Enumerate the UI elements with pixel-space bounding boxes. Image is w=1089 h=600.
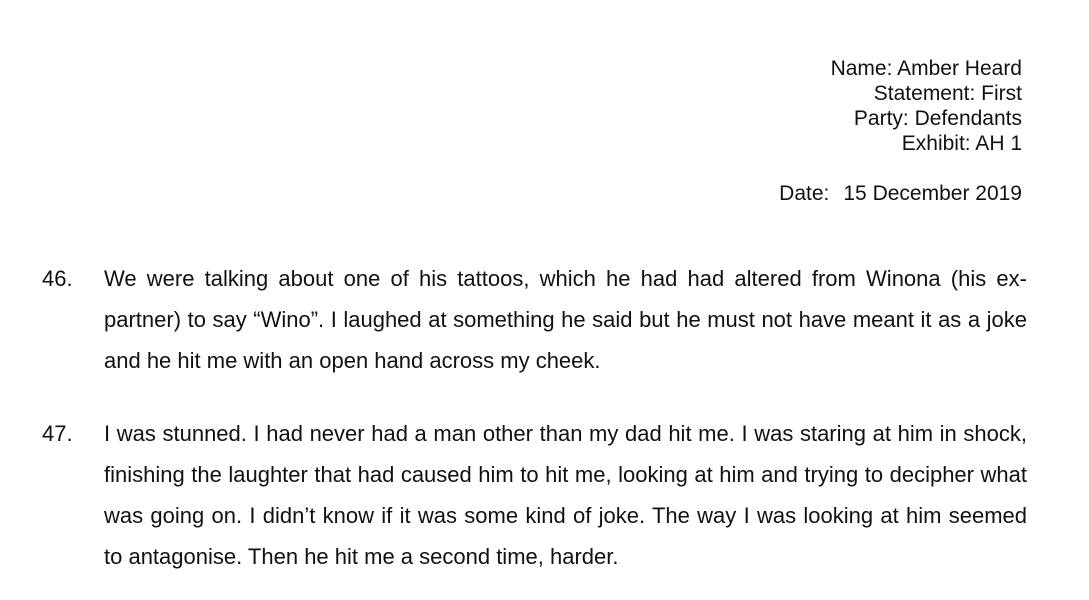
statement-header xyxy=(831,56,1022,156)
date-label: Date: xyxy=(779,182,830,205)
header-date xyxy=(779,181,1022,206)
header-party: Party: Defendants xyxy=(853,107,1022,130)
paragraph-46 xyxy=(42,258,1027,381)
paragraph-number: 47. xyxy=(42,421,73,446)
date-value: 15 December 2019 xyxy=(843,182,1022,205)
header-name: Name: Amber Heard xyxy=(830,57,1022,80)
paragraph-text: I was stunned. I had never had a man other than my dad hit me. I was staring at him in shock, finishing the laughter that had caused him to hit me, looking at him and trying to decipher what was going on. I didn’t know if it was some kind of joke. The way I was looking at him seemed to antagonise. Then he hit me a second time, harder. xyxy=(104,421,1027,569)
paragraph-number: 46. xyxy=(42,266,73,291)
header-exhibit: Exhibit: AH 1 xyxy=(901,132,1022,155)
paragraph-text: We were talking about one of his tattoos, which he had had altered from Winona (his ex-partner) to say “Wino”. I laughed at something he said but he must not have meant it as a joke and he hit me with an open hand across my cheek. xyxy=(104,266,1027,373)
paragraph-47 xyxy=(42,413,1027,577)
header-statement: Statement: First xyxy=(873,82,1022,105)
